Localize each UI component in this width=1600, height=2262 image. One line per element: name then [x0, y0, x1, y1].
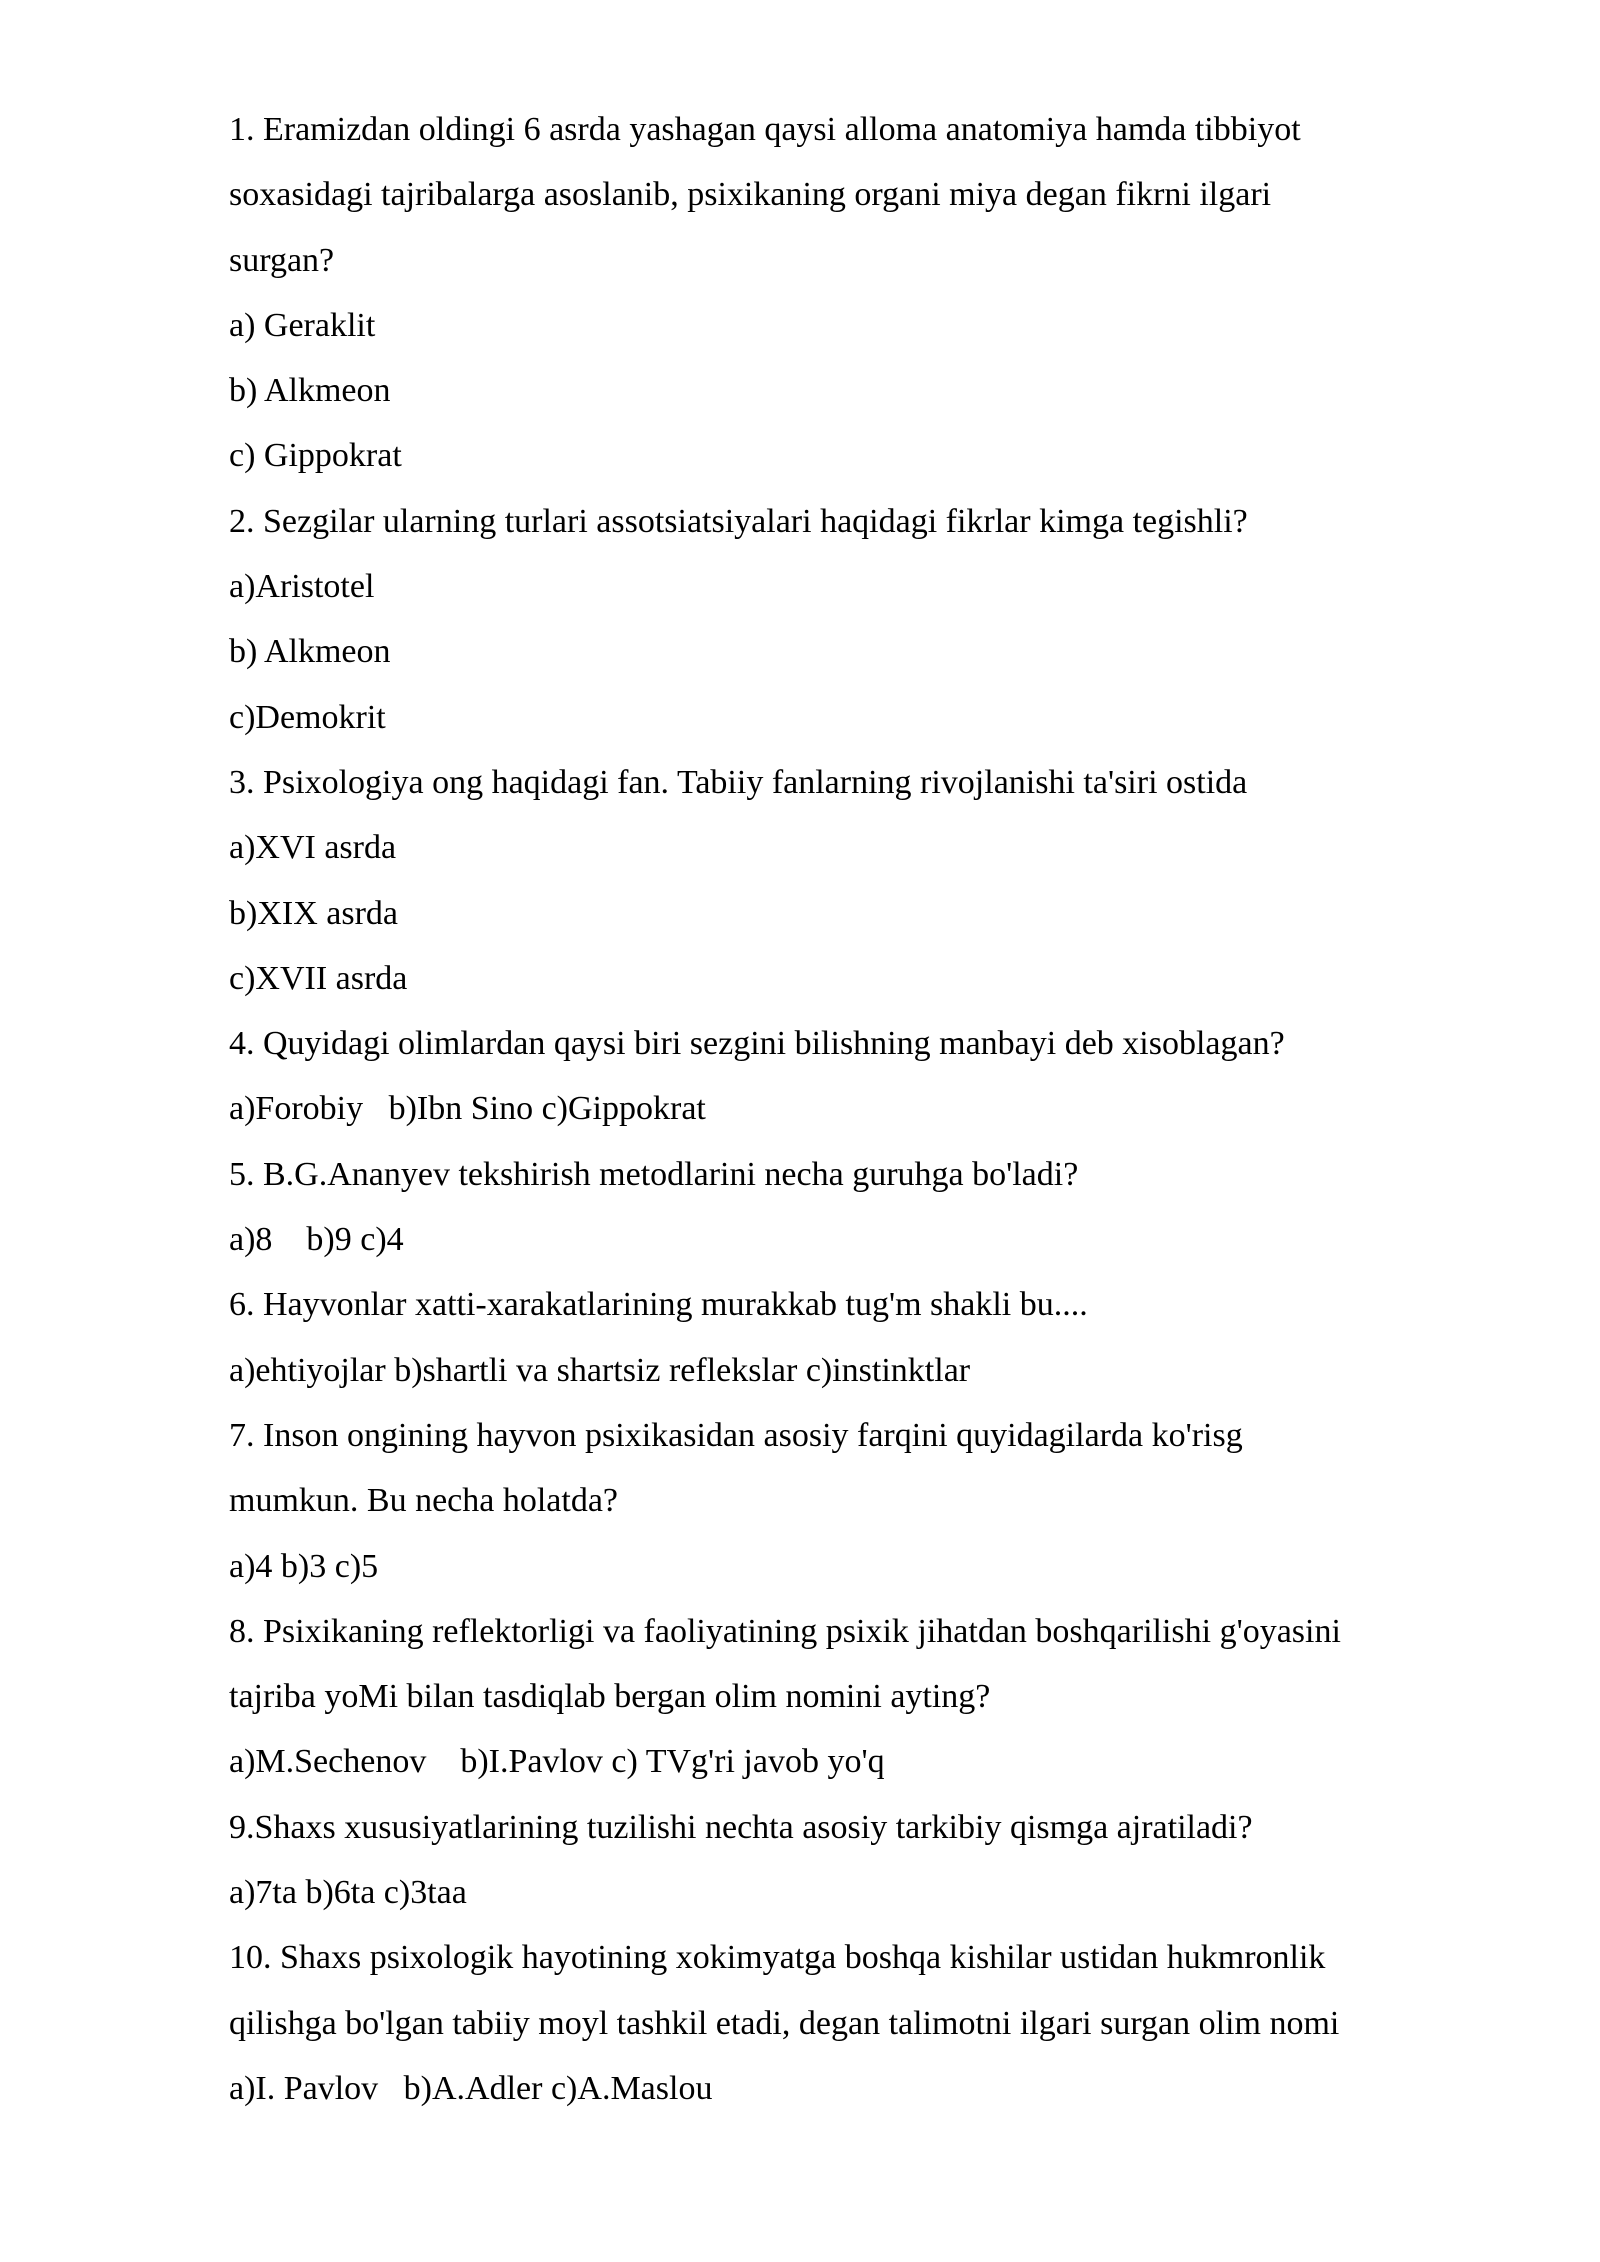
question-4-text: 4. Quyidagi olimlardan qaysi biri sezgini bilishning manbayi deb xisoblagan? [229, 1025, 1285, 1063]
question-3-text: 3. Psixologiya ong haqidagi fan. Tabiiy fanlarning rivojlanishi ta'siri ostida [229, 763, 1248, 801]
question-10-options: a)I. Pavlov b)A.Adler c)A.Maslou [229, 2069, 713, 2107]
question-1-line-3: surgan? [229, 241, 335, 279]
question-1-option-c: c) Gippokrat [229, 437, 402, 475]
question-3-option-c: c)XVII asrda [229, 959, 408, 997]
question-5-options: a)8 b)9 c)4 [229, 1221, 404, 1259]
question-2-option-b: b) Alkmeon [229, 633, 391, 671]
question-1-option-b: b) Alkmeon [229, 372, 391, 410]
question-7-options: a)4 b)3 c)5 [229, 1547, 379, 1585]
question-8-line-1: 8. Psixikaning reflektorligi va faoliyatining psixik jihatdan boshqarilishi g'oyasini [229, 1612, 1341, 1650]
question-5-text: 5. B.G.Ananyev tekshirish metodlarini necha guruhga bo'ladi? [229, 1155, 1079, 1193]
question-1-line-1: 1. Eramizdan oldingi 6 asrda yashagan qaysi alloma anatomiya hamda tibbiyot [229, 111, 1301, 148]
question-1-option-a: a) Geraklit [229, 306, 376, 344]
question-2-option-c: c)Demokrit [229, 698, 386, 736]
question-2-text: 2. Sezgilar ularning turlari assotsiatsiyalari haqidagi fikrlar kimga tegishli? [229, 502, 1248, 540]
question-1-line-2: soxasidagi tajribalarga asoslanib, psixikaning organi miya degan fikrni ilgari [229, 176, 1272, 214]
question-7-line-1: 7. Inson ongining hayvon psixikasidan asosiy farqini quyidagilarda ko'risg [229, 1416, 1243, 1454]
question-10-line-2: qilishga bo'lgan tabiiy moyl tashkil etadi, degan talimotni ilgari surgan olim nomi [229, 2004, 1340, 2042]
question-3-option-b: b)XIX asrda [229, 894, 398, 932]
question-10-line-1: 10. Shaxs psixologik hayotining xokimyatga boshqa kishilar ustidan hukmronlik [229, 1939, 1326, 1977]
question-6-text: 6. Hayvonlar xatti-xarakatlarining murakkab tug'm shakli bu.... [229, 1286, 1088, 1324]
question-2-option-a: a)Aristotel [229, 568, 375, 606]
question-9-text: 9.Shaxs xususiyatlarining tuzilishi nechta asosiy tarkibiy qismga ajratiladi? [229, 1808, 1253, 1846]
question-3-option-a: a)XVI asrda [229, 829, 397, 867]
question-6-options: a)ehtiyojlar b)shartli va shartsiz reflekslar c)instinktlar [229, 1351, 971, 1389]
question-7-line-2: mumkun. Bu necha holatda? [229, 1482, 619, 1520]
question-9-options: a)7ta b)6ta c)3taa [229, 1874, 467, 1912]
document-body [229, 97, 1489, 2121]
question-4-options: a)Forobiy b)Ibn Sino c)Gippokrat [229, 1090, 706, 1128]
question-8-options: a)M.Sechenov b)I.Pavlov c) TVg'ri javob yo'q [229, 1743, 885, 1781]
question-8-line-2: tajriba yoMi bilan tasdiqlab bergan olim nomini ayting? [229, 1678, 991, 1716]
